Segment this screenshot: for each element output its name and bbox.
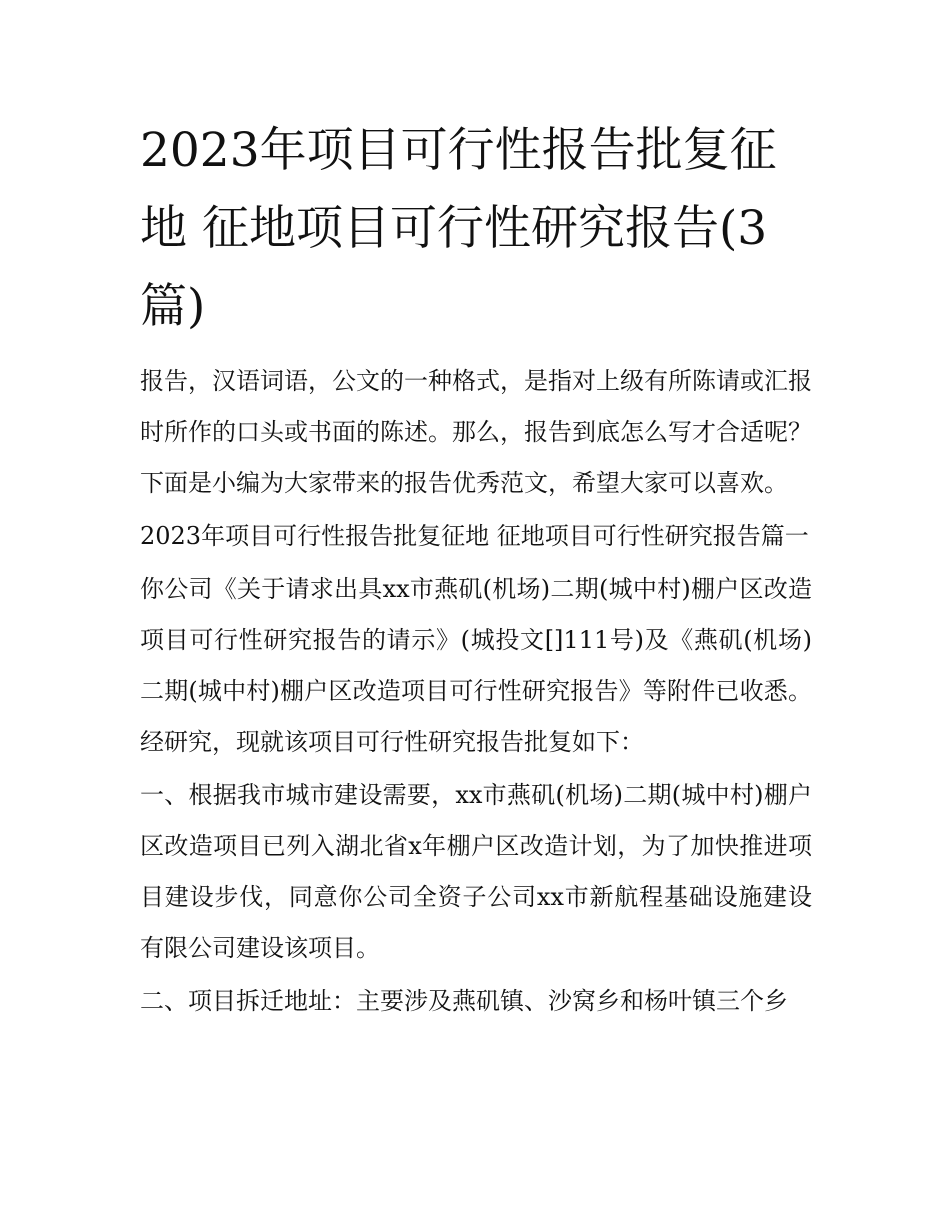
body-paragraph-2: 一、根据我市城市建设需要，xx市燕矶(机场)二期(城中村)棚户区改造项目已列入湖北省x年棚户区改造计划，为了加快推进项目建设步伐，同意你公司全资子公司xx市新航程基础设施建设有限公司建设该项目。 [140, 781, 812, 962]
intro-paragraph: 报告，汉语词语，公文的一种格式，是指对上级有所陈请或汇报时所作的口头或书面的陈述。那么，报告到底怎么写才合适呢？下面是小编为大家带来的报告优秀范文，希望大家可以喜欢。 [140, 367, 812, 497]
document-title: 2023年项目可行性报告批复征地 征地项目可行性研究报告(3篇) [140, 123, 777, 334]
section-heading: 2023年项目可行性报告批复征地 征地项目可行性研究报告篇一 [140, 522, 809, 550]
body-paragraph-1: 你公司《关于请求出具xx市燕矶(机场)二期(城中村)棚户区改造项目可行性研究报告的请示》(城投文[]111号)及《燕矶(机场)二期(城中村)棚户区改造项目可行性研究报告》等附件已收悉。经研究，现就该项目可行性研究报告批复如下： [140, 575, 812, 756]
document-page [140, 112, 812, 1029]
body-paragraph-3: 二、项目拆迁地址：主要涉及燕矶镇、沙窝乡和杨叶镇三个乡 [140, 987, 788, 1015]
